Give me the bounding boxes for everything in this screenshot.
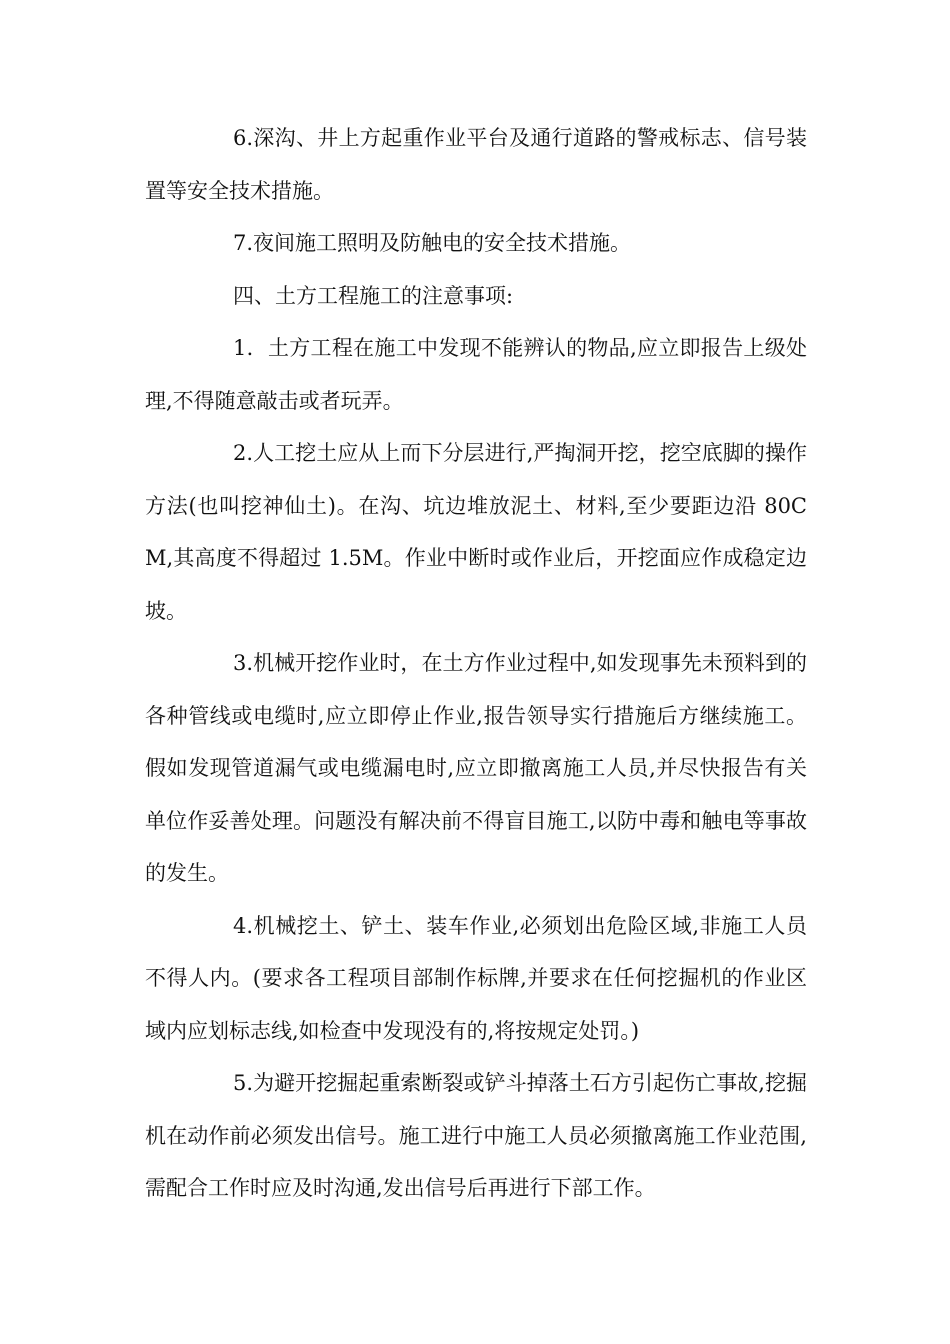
section-heading-4: 四、土方工程施工的注意事项: [233,283,514,308]
paragraph-note-3: 3.机械开挖作业时，在土方作业过程中,如发现事先未预料到的各种管线或电缆时,应立即停止作业,报告领导实行措施后方继续施工。假如发现管道漏气或电缆漏电时,应立即撤离施工人员,并尽快报告有关单位作妥善处理。问题没有解决前不得盲目施工,以防中毒和触电等事故的发生。 [145,651,807,885]
paragraph-note-4: 4.机械挖土、铲土、装车作业,必须划出危险区域,非施工人员不得人内。(要求各工程项目部制作标牌,并要求在任何挖掘机的作业区域内应划标志线,如检查中发现没有的,将按规定处罚。) [145,913,807,1043]
paragraph-note-1: 1．土方工程在施工中发现不能辨认的物品,应立即报告上级处理,不得随意敲击或者玩弄。 [145,336,807,413]
paragraph-item-6: 6.深沟、井上方起重作业平台及通行道路的警戒标志、信号装置等安全技术措施。 [145,126,807,203]
paragraph-item-7: 7.夜间施工照明及防触电的安全技术措施。 [233,231,632,255]
paragraph-note-2: 2.人工挖土应从上而下分层进行,严掏洞开挖，挖空底脚的操作方法(也叫挖神仙土)。在沟、坑边堆放泥土、材料,至少要距边沿 80CM,其高度不得超过 1.5M。作业中断时或作业后，开挖面应作成稳定边坡。 [145,441,807,623]
document-body [145,112,807,1215]
paragraph-note-5: 5.为避开挖掘起重索断裂或铲斗掉落土石方引起伤亡事故,挖掘机在动作前必须发出信号。施工进行中施工人员必须撤离施工作业范围,需配合工作时应及时沟通,发出信号后再进行下部工作。 [145,1071,807,1200]
